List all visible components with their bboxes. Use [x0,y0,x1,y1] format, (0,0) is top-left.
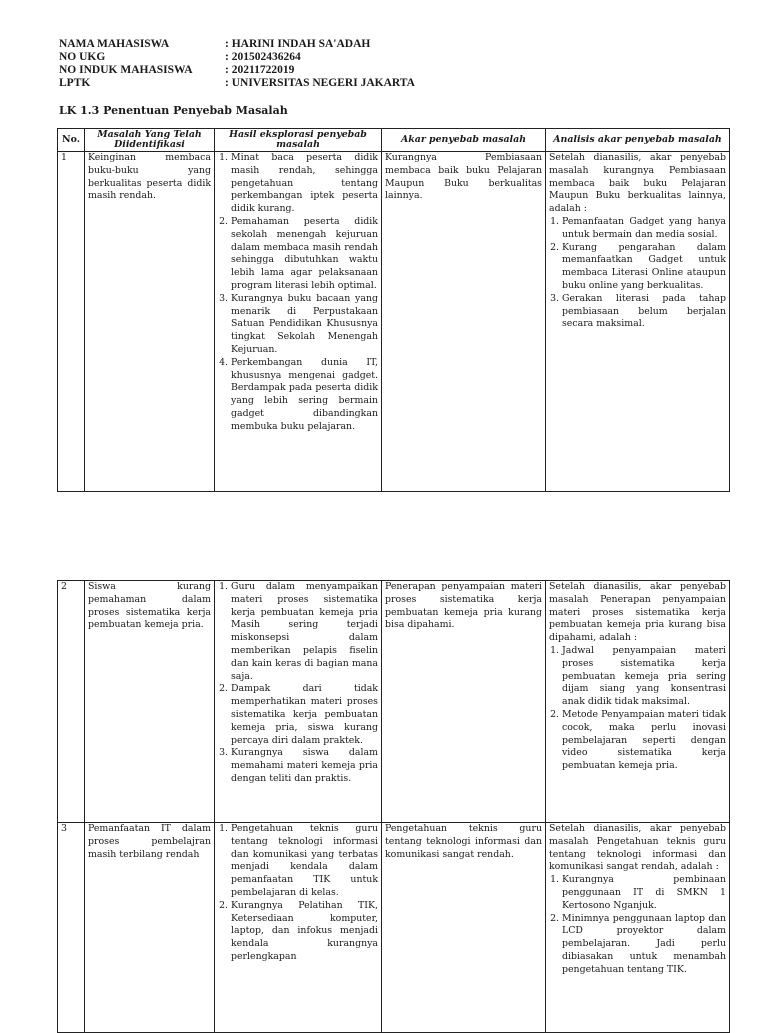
lptk-value: : UNIVERSITAS NEGERI JAKARTA [225,77,415,89]
cause-table-page-2 [57,580,730,1033]
nim-row [59,64,415,77]
table-row [58,581,730,823]
analisis-cell [546,152,730,492]
hasil-item: 1. Pengetahuan teknis guru tentang teknologi informasi dan komunikasi yang terbatas menjadi kendala dalam pemanfaatan TIK untuk pembelajaran di kelas. [231,823,378,900]
hasil-item: 1. Minat baca peserta didik masih rendah, sehingga pengetahuan tentang perkembangan iptek peserta didik kurang. [231,152,378,216]
lptk-row [59,77,415,90]
header-analisis: Analisis akar penyebab masalah [546,129,730,152]
row-number: 3 [58,823,85,1033]
row-number: 1 [58,152,85,492]
ukg-label: NO UKG [59,51,106,63]
analisis-item: 3. Gerakan literasi pada tahap pembiasaan belum berjalan secara maksimal. [562,293,726,331]
name-row [59,38,415,51]
cause-table-page-1 [57,128,730,492]
table-row [58,152,730,492]
hasil-item: 2. Kurangnya Pelatihan TIK, Ketersediaan komputer, laptop, dan infokus menjadi kendala kurangnya perlengkapan [231,900,378,964]
analisis-item: 2. Minimnya penggunaan laptop dan LCD proyektor dalam pembelajaran. Jadi perlu dibiasakan untuk menambah pengetahuan tentang TIK. [562,913,726,977]
analisis-item: 1. Jadwal penyampaian materi proses sistematika kerja pembuatan kemeja pria sering dijam siang yang konsentrasi anak didik tidak maksimal. [562,645,726,709]
akar-cell: Kurangnya Pembiasaan membaca baik buku Pelajaran Maupun Buku berkualitas lainnya. [382,152,546,492]
hasil-item: 2. Dampak dari tidak memperhatikan materi proses sistematika kerja pembuatan kemeja pria, siswa kurang percaya diri dalam praktek. [231,683,378,747]
analisis-item: 2. Metode Penyampaian materi tidak cocok, maka perlu inovasi pembelajaran seperti dengan video sistematika kerja pembuatan kemeja pria. [562,709,726,773]
nim-label: NO INDUK MAHASISWA [59,64,193,76]
analisis-cell [546,581,730,823]
analisis-item: 1. Kurangnya pembinaan penggunaan IT di SMKN 1 Kertosono Nganjuk. [562,874,726,912]
analisis-intro: Setelah dianasilis, akar penyebab masalah Penerapan penyampaian materi proses sistematika kerja pembuatan kemeja pria kurang bisa dipahami, adalah : [549,581,726,644]
header-hasil: Hasil eksplorasi penyebab masalah [215,129,382,152]
row-number: 2 [58,581,85,823]
ukg-row [59,51,415,64]
lptk-label: LPTK [59,77,91,89]
header-akar: Akar penyebab masalah [382,129,546,152]
hasil-item: 1. Guru dalam menyampaikan materi proses sistematika kerja pembuatan kemeja pria Masih sering terjadi miskonsepsi dalam memberikan pelapis fiselin dan kain keras di bagian mana saja. [231,581,378,683]
section-title: LK 1.3 Penentuan Penyebab Masalah [59,104,288,117]
name-label: NAMA MAHASISWA [59,38,170,50]
analisis-intro: Setelah dianasilis, akar penyebab masalah kurangnya Pembiasaan membaca baik buku Pelajaran Maupun Buku berkualitas lainnya, adalah : [549,152,726,215]
header-no: No. [58,129,85,152]
hasil-item: 2. Pemahaman peserta didik sekolah menengah kejuruan dalam membaca masih rendah sehingga dibutuhkan waktu lebih lama agar pelaksanaan program literasi lebih optimal. [231,216,378,293]
hasil-item: 4. Perkembangan dunia IT, khususnya mengenai gadget. Berdampak pada peserta didik yang lebih sering bermain gadget dibandingkan membuka buku pelajaran. [231,357,378,434]
header-masalah: Masalah Yang Telah Diidentifikasi [85,129,215,152]
masalah-cell: Siswa kurang pemahaman dalam proses sistematika kerja pembuatan kemeja pria. [85,581,215,823]
hasil-cell [215,823,382,1033]
analisis-item: 2. Kurang pengarahan dalam memanfaatkan Gadget untuk membaca Literasi Online ataupun buku online yang berkualitas. [562,242,726,293]
table-header-row [58,129,730,152]
ukg-value: : 201502436264 [225,51,301,63]
hasil-cell [215,152,382,492]
analisis-intro: Setelah dianasilis, akar penyebab masalah Pengetahuan teknis guru tentang teknologi informasi dan komunikasi sangat rendah, adalah : [549,823,726,873]
student-info [59,38,415,90]
hasil-item: 3. Kurangnya siswa dalam memahami materi kemeja pria dengan teliti dan praktis. [231,747,378,785]
table-row [58,823,730,1033]
masalah-cell: Keinginan membaca buku-buku yang berkualitas peserta didik masih rendah. [85,152,215,492]
hasil-item: 3. Kurangnya buku bacaan yang menarik di Perpustakaan Satuan Pendidikan Khususnya tingkat Sekolah Menengah Kejuruan. [231,293,378,357]
name-value: : HARINI INDAH SA'ADAH [225,38,371,50]
nim-value: : 20211722019 [225,64,295,76]
analisis-item: 1. Pemanfaatan Gadget yang hanya untuk bermain dan media sosial. [562,216,726,242]
hasil-cell [215,581,382,823]
masalah-cell: Pemanfaatan IT dalam proses pembelajran masih terbilang rendah [85,823,215,1033]
analisis-cell [546,823,730,1033]
akar-cell: Penerapan penyampaian materi proses sistematika kerja pembuatan kemeja pria kurang bisa dipahami. [382,581,546,823]
akar-cell: Pengetahuan teknis guru tentang teknologi informasi dan komunikasi sangat rendah. [382,823,546,1033]
